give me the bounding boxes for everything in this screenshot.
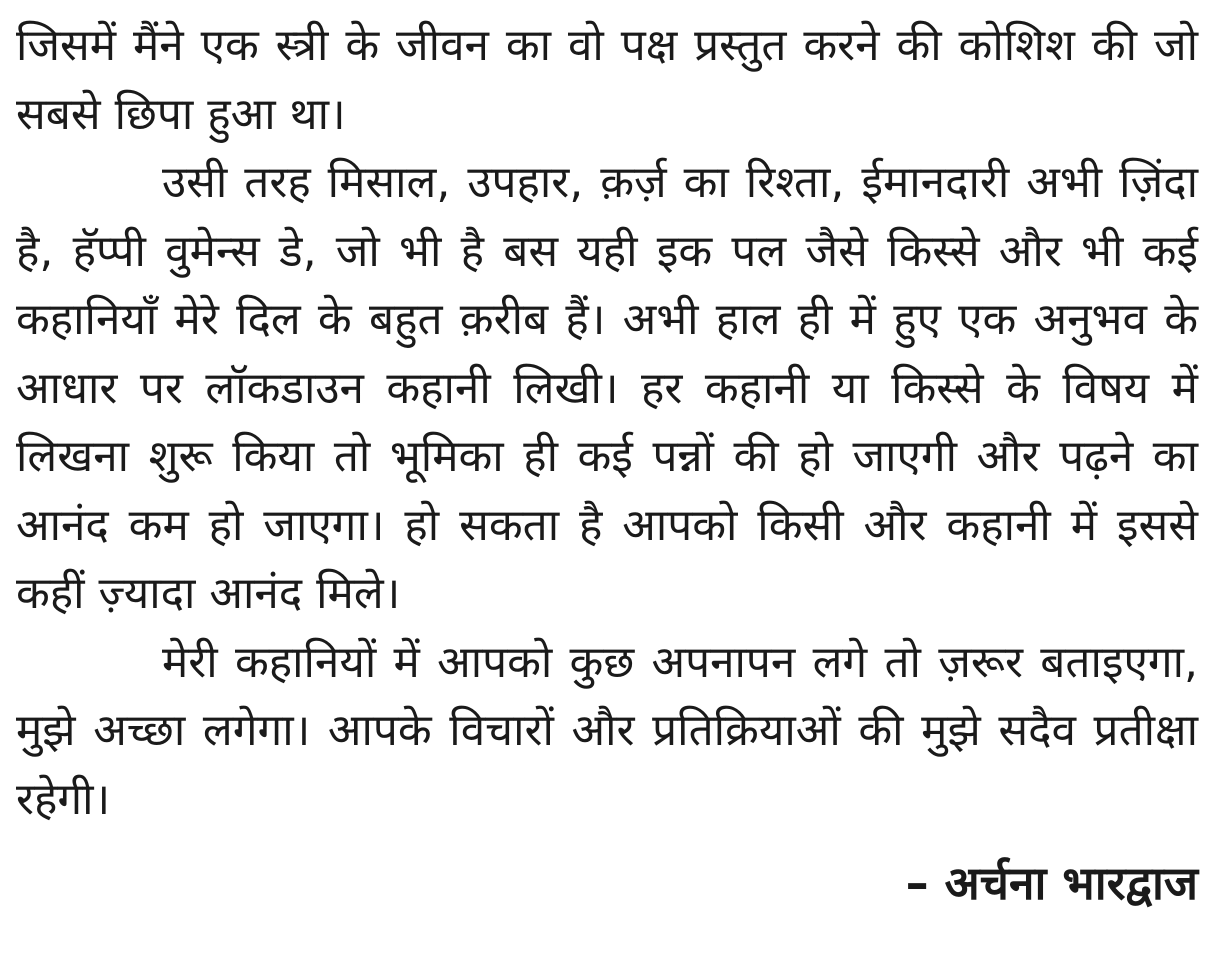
document-page xyxy=(16,12,1198,918)
paragraph-3: मेरी कहानियों में आपको कुछ अपनापन लगे तो ज़रूर बताइएगा, मुझे अच्छा लगेगा। आपके विचारों और प्रतिक्रियाओं की मुझे सदैव प्रतीक्षा रहेगी। xyxy=(16,636,1198,825)
paragraph-1: जिसमें मैंने एक स्त्री के जीवन का वो पक्ष प्रस्तुत करने की कोशिश की जो सबसे छिपा हुआ था। xyxy=(16,20,1198,140)
paragraph-2: उसी तरह मिसाल, उपहार, क़र्ज़ का रिश्ता, ईमानदारी अभी ज़िंदा है, हॅप्पी वुमेन्स डे, जो भी है बस यही इक पल जैसे किस्से और भी कई कहानियाँ मेरे दिल के बहुत क़रीब हैं। अभी हाल ही में हुए एक अनुभव के आधार पर लॉकडाउन कहानी लिखी। हर कहानी या किस्से के विषय में लिखना शुरू किया तो भूमिका ही कई पन्नों की हो जाएगी और पढ़ने का आनंद कम हो जाएगा। हो सकता है आपको किसी और कहानी में इससे कहीं ज़्यादा आनंद मिले। xyxy=(16,157,1198,619)
author-signature: – अर्चना भारद्वाज xyxy=(905,856,1198,910)
